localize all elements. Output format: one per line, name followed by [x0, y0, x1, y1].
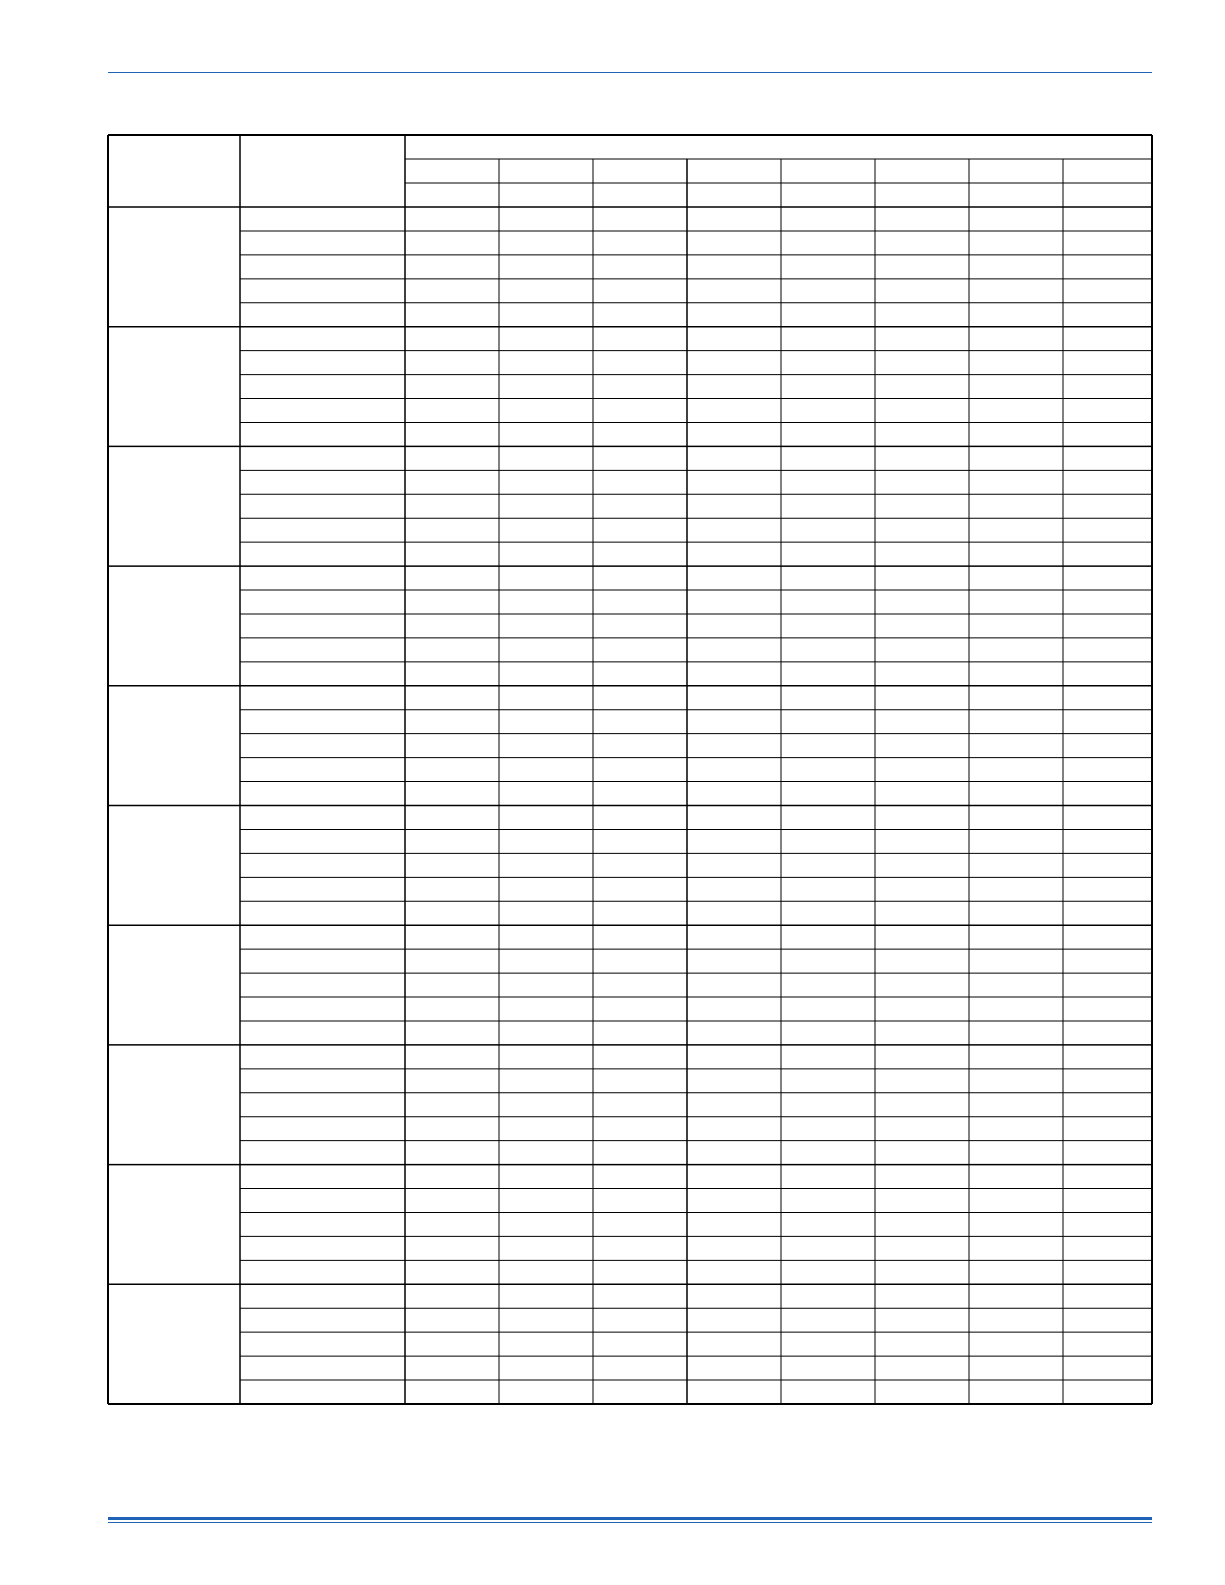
footer-rule-thin: [108, 1522, 1152, 1523]
footer-rule-thick: [108, 1517, 1152, 1520]
